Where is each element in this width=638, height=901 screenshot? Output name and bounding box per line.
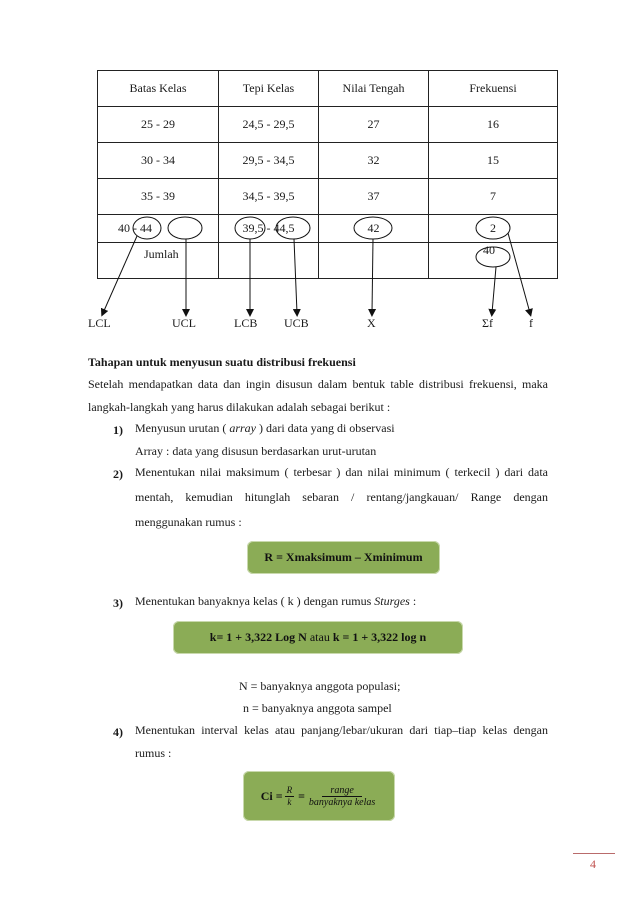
cell-tepi: 29,5 - 34,5 (242, 153, 295, 167)
table-row (98, 107, 558, 143)
label-ucl: UCL (172, 316, 196, 330)
total-value: 40 (483, 243, 495, 257)
step-1-text: Menyusun urutan ( array ) dari data yang di observasi (135, 421, 395, 435)
header-batas-kelas: Batas Kelas (129, 81, 187, 95)
step-4-line-1: Menentukan interval kelas atau panjang/lebar/ukuran dari tiap–tiap kelas dengan (135, 723, 548, 737)
cell-frekuensi: 7 (490, 189, 496, 203)
cell-batas: 40 - 44 (118, 221, 152, 235)
frequency-table (97, 70, 558, 279)
header-nilai-tengah: Nilai Tengah (342, 81, 405, 95)
fraction-range-over-classes: $\frac{\text{range}}{\text{banyaknya kelas}}$ (308, 784, 376, 808)
step-2-line-3: menggunakan rumus : (135, 515, 242, 529)
cell-batas: 30 - 34 (141, 153, 175, 167)
total-label: Jumlah (144, 247, 179, 261)
header-frekuensi: Frekuensi (469, 81, 517, 95)
table-total-row (98, 243, 558, 279)
step-3-number: 3) (113, 596, 123, 610)
label-sigma-f: Σf (482, 316, 493, 330)
table-row (98, 179, 558, 215)
table-row (98, 215, 558, 243)
note-sample: n = banyaknya anggota sampel (243, 701, 392, 715)
fraction-r-over-k: $\frac{R}{k}$ (286, 784, 293, 807)
step-2-number: 2) (113, 467, 123, 481)
step-3-text: Menentukan banyaknya kelas ( k ) dengan rumus Sturges : (135, 594, 417, 608)
intro-line-2: langkah-langkah yang harus dilakukan adalah sebagai berikut : (88, 400, 391, 414)
step-1-sub: Array : data yang disusun berdasarkan urut-urutan (135, 444, 377, 458)
cell-nilai-tengah: 32 (367, 153, 380, 167)
step-4-line-2: rumus : (135, 746, 172, 760)
label-ucb: UCB (284, 316, 309, 330)
step-2-line-2: mentah, kemudian hitunglah sebaran / rentang/jangkauan/ Range dengan (135, 490, 548, 504)
label-lcb: LCB (234, 316, 258, 330)
note-population: N = banyaknya anggota populasi; (239, 679, 401, 693)
cell-nilai-tengah: 37 (367, 189, 380, 203)
section-heading: Tahapan untuk menyusun suatu distribusi frekuensi (88, 355, 356, 369)
step-4-number: 4) (113, 725, 123, 739)
cell-frekuensi: 16 (487, 117, 499, 131)
label-lcl: LCL (88, 316, 111, 330)
formula-ci-box: Ci = $\frac{R}{k}$ = $\frac{\text{range}}{\text{banyaknya kelas}}$ (243, 771, 395, 821)
cell-tepi: 24,5 - 29,5 (242, 117, 295, 131)
page-number-rule (573, 853, 615, 854)
cell-batas: 35 - 39 (141, 189, 175, 203)
intro-line-1: Setelah mendapatkan data dan ingin disusun dalam bentuk table distribusi frekuensi, maka (88, 377, 548, 391)
cell-nilai-tengah: 42 (367, 221, 380, 235)
table-header-row (98, 71, 558, 107)
step-2-line-1: Menentukan nilai maksimum ( terbesar ) dan nilai minimum ( terkecil ) dari data (135, 465, 548, 479)
header-tepi-kelas: Tepi Kelas (242, 81, 295, 95)
cell-batas: 25 - 29 (141, 117, 175, 131)
label-x: X (367, 316, 376, 330)
label-f: f (529, 316, 533, 330)
step-3-sturges-term: Sturges (374, 594, 410, 608)
step-1-array-term: array (229, 421, 256, 435)
cell-frekuensi: 2 (490, 221, 496, 235)
page-number: 4 (590, 857, 596, 871)
step-1-number: 1) (113, 423, 123, 437)
cell-nilai-tengah: 27 (367, 117, 380, 131)
cell-tepi: 34,5 - 39,5 (242, 189, 295, 203)
formula-sturges-box: k= 1 + 3,322 Log N atau k = 1 + 3,322 log n (173, 621, 463, 654)
cell-tepi: 39,5 - 44,5 (242, 221, 295, 235)
table-row (98, 143, 558, 179)
formula-range-box: R = Xmaksimum – Xminimum (247, 541, 440, 574)
cell-frekuensi: 15 (487, 153, 499, 167)
